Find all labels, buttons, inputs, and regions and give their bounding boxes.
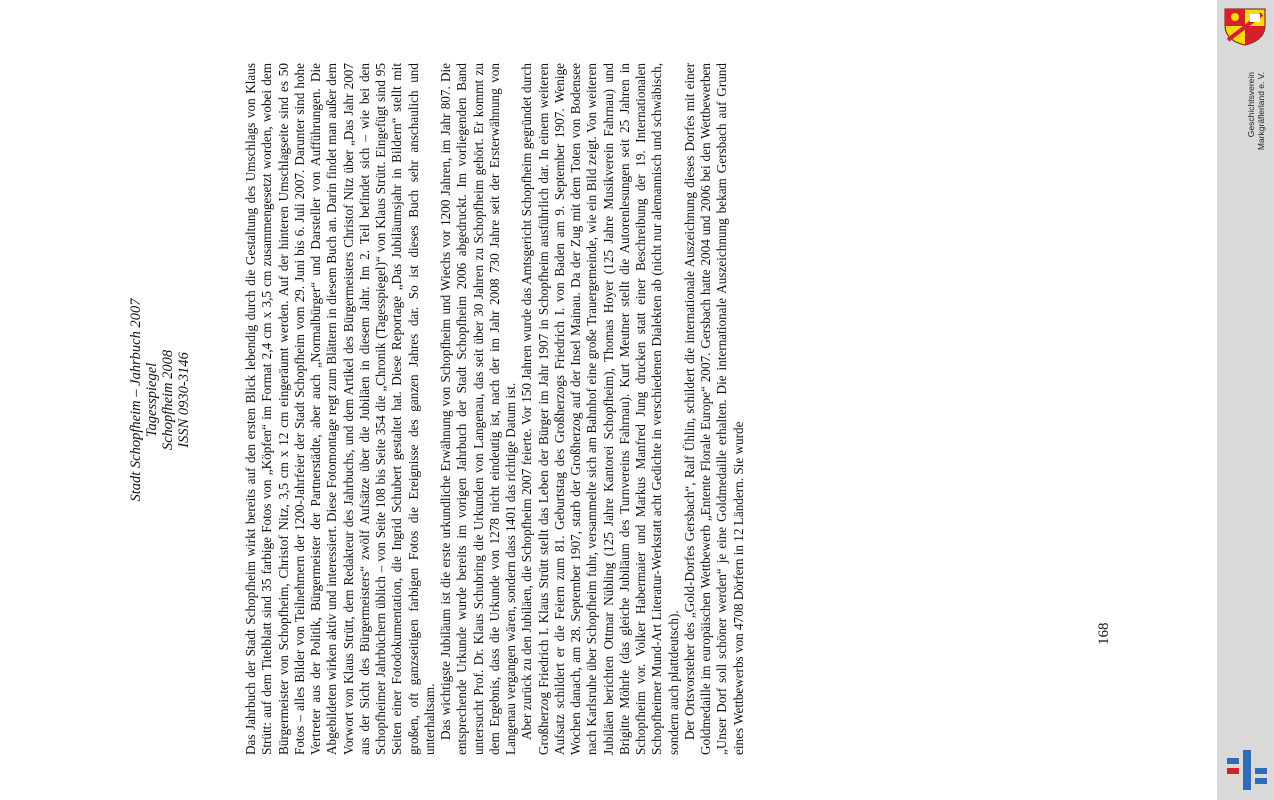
paragraph-2: Das wichtigste Jubiläum ist die erste urkundliche Erwähnung von Schopfheim und Wiechs vor 1200 Jahren, im Jahr 807. Die entsprechende Urkunde wurde bereits im vorigen Jahrbuch der Stadt Schopfheim 2006 abgedruckt. Im vorliegenden Band untersucht Prof. Dr. Klaus Schubring die Urkunden von Langenau, das seit über 30 Jahren zu Schopfheim gehört. Er kommt zu dem Ergebnis, dass die Urkunde von 1278 nicht eindeutig ist, nach der im Jahr 2008 730 Jahre seit der Ersterwähnung von Langenau vergangen wären, sondern dass 1401 das richtige Datum ist. xyxy=(438,63,518,755)
society-label xyxy=(1246,72,1266,162)
header-line-1: Stadt Schopfheim – Jahrbuch 2007 xyxy=(128,298,144,502)
header-line-3: Schopfheim 2008 xyxy=(160,349,176,451)
ub-freiburg-logo-icon[interactable] xyxy=(1225,748,1269,792)
paragraph-3: Aber zurück zu den Jubiläen, die Schopfheim 2007 feierte. Vor 150 Jahren wurde das Amtsgericht Schopfheim gegründet durch Großherzog Friedrich I. Klaus Strütt stellt das Leben der Bürger im Jahr 1907 in Schopfheim ausführlich dar. In einem weiteren Aufsatz schildert er die Feiern zum 81. Geburtstag des Großherzogs Friedrich I. von Baden am 9. September 1907. Wenige Wochen danach, am 28. September 1907, starb der Großherzog auf der Insel Mainau. Da der Zug mit dem Toten von Bodensee nach Karlsruhe über Schopfheim fuhr, versammelte sich am Bahnhof eine große Trauergemeinde, wie ein Bild zeigt. Von weiteren Jubiläen berichten Ottmar Nübling (125 Jahre Kantorei Schopfheim), Thomas Hoyer (125 Jahre Musikverein Fahrnau) und Brigitte Möhrle (das gleiche Jubiläum des Turnvereins Fahrnau). Kurt Meutner stellt die Autorenlesungen seit 25 Jahren in Schopfheim vor. Volker Habermaier und Markus Manfred Jung drucken statt einer Beschreibung der 19. Internationalen Schopfheimer Mund-Art Literatur-Werkstatt acht Gedichte in verschiedenen Dialekten ab (nicht nur alemannisch und schwäbisch, sondern auch plattdeutsch). xyxy=(519,63,681,755)
header-line-2: Tagesspiegel xyxy=(144,362,160,438)
society-name-line-2: Markgräflerland e. V. xyxy=(1256,72,1266,151)
review-header xyxy=(128,0,192,800)
society-name-line-1: Geschichtsverein xyxy=(1246,72,1256,138)
header-line-4: ISSN 0930-3146 xyxy=(176,352,192,448)
page-number: 168 xyxy=(1096,622,1112,645)
coat-of-arms-icon xyxy=(1222,6,1268,46)
body-text xyxy=(243,63,747,755)
paragraph-1: Das Jahrbuch der Stadt Schopfheim wirkt bereits auf den ersten Blick lebendig durch die Gestaltung des Umschlags von Klaus Strütt: auf dem Titelblatt sind 35 farbige Fotos von „Köpfen“ im Format 2,4 cm x 3,5 cm zusammengesetzt worden, wobei dem Bürgermeister von Schopfheim, Christof Nitz, 3,5 cm x 12 cm eingeräumt werden. Auf der hinteren Umschlagseite sind es 50 Fotos – alles Bilder von Teilnehmern der 1200-Jahrfeier der Stadt Schopfheim vom 29. Juni bis 6. Juli 2007. Darunter sind hohe Vertreter aus der Politik, Bürgermeister der Partnerstädte, aber auch „Normalbürger“ und Darsteller von Aufführungen. Die Abgebildeten wirken aktiv und interessiert. Diese Fotomontage regt zum Blättern in diesem Buch an. Darin findet man außer dem Vorwort von Klaus Strütt, dem Redakteur des Jahrbuchs, und dem Artikel des Bürgermeisters Christof Nitz über „Das Jahr 2007 aus der Sicht des Bürgermeisters“ zwölf Aufsätze über die Jubiläen in diesem Jahr. Im 2. Teil befindet sich – wie bei den Schopfheimer Jahrbüchern üblich – von Seite 108 bis Seite 354 die „Chronik (Tagesspiegel)“ von Klaus Strütt. Eingefügt sind 95 Seiten einer Fotodokumentation, die Ingrid Schubert gestaltet hat. Diese Reportage „Das Jubiläumsjahr in Bildern“ stellt mit großen, oft ganzseitigen farbigen Fotos die Ereignisse des ganzen Jahres dar. So ist dieses Buch sehr anschaulich und unterhaltsam. xyxy=(243,63,437,755)
paragraph-4: Der Ortsvorsteher des „Gold-Dorfes Gersbach“, Ralf Ühlin, schildert die internationale Auszeichnung dieses Dorfes mit einer Goldmedaille im europäischen Wettbewerb „Entente Florale Europe“ 2007. Gersbach hatte 2004 und 2006 bei den Wettbewerben „Unser Dorf soll schöner werden“ je eine Goldmedaille erhalten. Die internationale Auszeichnung bekam Gersbach auf Grund eines Wettbewerbs von 4708 Dörfern in 12 Ländern. Sie wurde xyxy=(681,63,746,755)
